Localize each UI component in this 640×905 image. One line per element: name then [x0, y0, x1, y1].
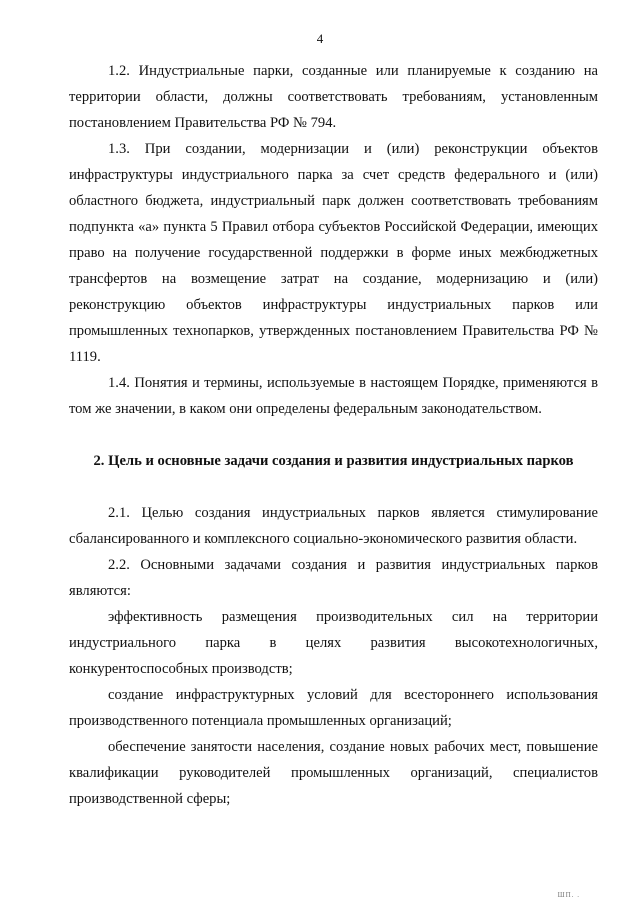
page-number: 4: [316, 31, 324, 46]
paragraph-1-3: 1.3. При создании, модернизации и (или) реконструкции объектов инфраструктуры индустриального парка за счет средств федерального и (или) областного бюджета, индустриальный парк должен соответствовать требованиям подпункта «а» пункта 5 Правил отбора субъектов Российской Федерации, имеющих право на получение государственной поддержки в форме иных межбюджетных трансфертов на возмещение затрат на создание, модернизацию и (или) реконструкцию объектов инфраструктуры индустриальных парков или промышленных технопарков, утвержденных постановлением Правительства РФ № 1119.: [69, 141, 598, 365]
task-item-2: создание инфраструктурных условий для всестороннего использования производственного потенциала промышленных организаций;: [69, 687, 598, 729]
paragraph-2-2: 2.2. Основными задачами создания и развития индустриальных парков являются:: [69, 557, 598, 599]
paragraph-1-2: 1.2. Индустриальные парки, созданные или планируемые к созданию на территории области, должны соответствовать требованиям, установленным постановлением Правительства РФ № 794.: [69, 63, 598, 131]
task-item-1: эффективность размещения производительных сил на территории индустриального парка в целях развития высокотехнологичных, конкурентоспособных производств;: [69, 609, 598, 677]
document-body: [69, 58, 598, 812]
paragraph-2-1: 2.1. Целью создания индустриальных парков является стимулирование сбалансированного и комплексного социально-экономического развития области.: [69, 505, 598, 547]
task-item-3: обеспечение занятости населения, создание новых рабочих мест, повышение квалификации руководителей промышленных организаций, специалистов производственной сферы;: [69, 739, 598, 807]
section-heading-2: 2. Цель и основные задачи создания и развития индустриальных парков: [93, 453, 574, 469]
corner-mark: ШП. .: [557, 891, 580, 899]
paragraph-1-4: 1.4. Понятия и термины, используемые в настоящем Порядке, применяются в том же значении, в каком они определены федеральным законодательством.: [69, 375, 598, 417]
